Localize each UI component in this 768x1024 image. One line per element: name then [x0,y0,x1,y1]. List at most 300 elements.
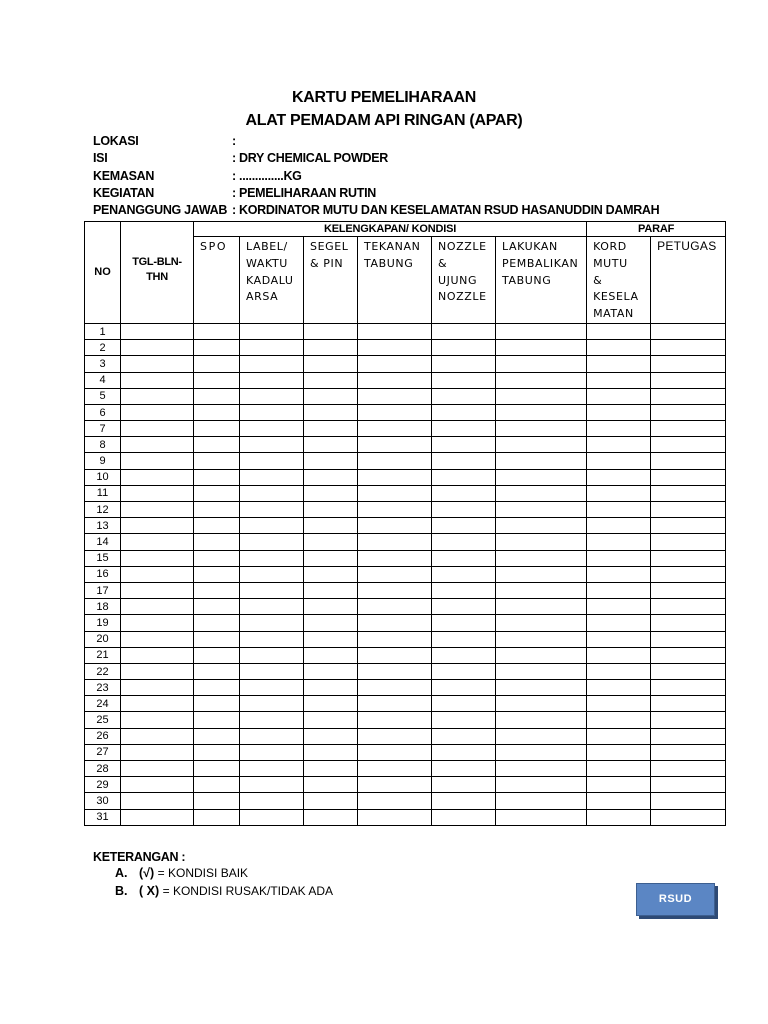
table-cell[interactable] [651,663,726,679]
table-cell[interactable] [194,793,240,809]
table-cell[interactable] [651,793,726,809]
table-cell[interactable] [432,323,496,339]
row-number: 31 [85,809,121,825]
row-number: 29 [85,777,121,793]
table-cell[interactable] [587,518,651,534]
table-cell[interactable] [651,502,726,518]
table-cell[interactable] [496,502,587,518]
table-cell[interactable] [194,388,240,404]
table-cell[interactable] [194,761,240,777]
table-cell[interactable] [432,712,496,728]
table-cell[interactable] [587,728,651,744]
table-cell[interactable] [121,550,194,566]
table-cell[interactable] [432,453,496,469]
table-cell[interactable] [496,712,587,728]
table-cell[interactable] [496,453,587,469]
table-cell[interactable] [121,453,194,469]
table-cell[interactable] [240,582,304,598]
table-cell[interactable] [587,615,651,631]
table-cell[interactable] [194,323,240,339]
table-cell[interactable] [304,404,358,420]
table-cell[interactable] [432,647,496,663]
table-cell[interactable] [194,599,240,615]
table-cell[interactable] [194,728,240,744]
table-cell[interactable] [358,550,432,566]
table-cell[interactable] [587,777,651,793]
table-cell[interactable] [304,388,358,404]
table-cell[interactable] [240,615,304,631]
table-cell[interactable] [358,372,432,388]
table-cell[interactable] [496,582,587,598]
table-cell[interactable] [194,744,240,760]
table-cell[interactable] [358,502,432,518]
table-cell[interactable] [587,340,651,356]
table-cell[interactable] [587,372,651,388]
table-cell[interactable] [194,502,240,518]
table-cell[interactable] [304,631,358,647]
table-cell[interactable] [432,502,496,518]
table-cell[interactable] [587,712,651,728]
table-cell[interactable] [587,647,651,663]
table-cell[interactable] [651,631,726,647]
table-cell[interactable] [121,680,194,696]
table-cell[interactable] [651,599,726,615]
table-cell[interactable] [194,566,240,582]
table-cell[interactable] [432,566,496,582]
table-cell[interactable] [358,599,432,615]
table-cell[interactable] [240,534,304,550]
table-cell[interactable] [432,437,496,453]
table-cell[interactable] [587,502,651,518]
table-cell[interactable] [358,404,432,420]
row-number: 1 [85,323,121,339]
table-cell[interactable] [240,502,304,518]
table-cell[interactable] [432,728,496,744]
table-cell[interactable] [121,356,194,372]
table-cell[interactable] [194,696,240,712]
table-cell[interactable] [496,696,587,712]
table-cell[interactable] [496,518,587,534]
table-cell[interactable] [496,421,587,437]
table-cell[interactable] [121,518,194,534]
table-cell[interactable] [194,404,240,420]
table-cell[interactable] [358,421,432,437]
table-cell[interactable] [240,809,304,825]
table-cell[interactable] [304,340,358,356]
table-cell[interactable] [304,647,358,663]
table-cell[interactable] [121,777,194,793]
table-cell[interactable] [496,372,587,388]
table-cell[interactable] [587,793,651,809]
table-cell[interactable] [194,631,240,647]
table-cell[interactable] [496,680,587,696]
table-cell[interactable] [304,323,358,339]
table-cell[interactable] [194,777,240,793]
table-cell[interactable] [240,421,304,437]
table-cell[interactable] [651,680,726,696]
table-cell[interactable] [651,469,726,485]
table-cell[interactable] [194,469,240,485]
table-cell[interactable] [651,421,726,437]
table-cell[interactable] [432,388,496,404]
table-cell[interactable] [496,469,587,485]
table-cell[interactable] [358,696,432,712]
table-cell[interactable] [240,744,304,760]
table-cell[interactable] [194,680,240,696]
table-cell[interactable] [432,777,496,793]
table-cell[interactable] [496,647,587,663]
table-cell[interactable] [432,421,496,437]
table-cell[interactable] [121,744,194,760]
table-cell[interactable] [304,696,358,712]
table-cell[interactable] [240,761,304,777]
table-cell[interactable] [496,534,587,550]
table-cell[interactable] [651,582,726,598]
table-cell[interactable] [587,485,651,501]
table-cell[interactable] [651,340,726,356]
table-cell[interactable] [587,744,651,760]
table-cell[interactable] [432,356,496,372]
table-cell[interactable] [121,340,194,356]
table-cell[interactable] [587,453,651,469]
table-cell[interactable] [304,582,358,598]
table-cell[interactable] [358,728,432,744]
table-cell[interactable] [304,469,358,485]
subheader-line: LAKUKAN [502,240,558,253]
legend-symbol: ( X) = KONDISI RUSAK/TIDAK ADA [139,884,334,898]
table-cell[interactable] [358,340,432,356]
table-cell[interactable] [194,534,240,550]
row-number: 4 [85,372,121,388]
table-cell[interactable] [358,663,432,679]
table-cell[interactable] [496,744,587,760]
table-cell[interactable] [121,485,194,501]
table-cell[interactable] [194,582,240,598]
subheader-pembalikan-tabung [496,237,587,324]
table-cell[interactable] [304,728,358,744]
table-cell[interactable] [651,647,726,663]
subheader-line: KESELA [593,290,639,304]
table-cell[interactable] [358,777,432,793]
table-cell[interactable] [496,615,587,631]
table-cell[interactable] [358,761,432,777]
table-cell[interactable] [304,680,358,696]
table-cell[interactable] [587,631,651,647]
table-cell[interactable] [587,421,651,437]
table-cell[interactable] [496,404,587,420]
table-cell[interactable] [587,550,651,566]
table-cell[interactable] [358,809,432,825]
table-cell[interactable] [496,599,587,615]
table-cell[interactable] [194,372,240,388]
table-cell[interactable] [496,356,587,372]
table-cell[interactable] [304,793,358,809]
table-cell[interactable] [240,566,304,582]
table-cell[interactable] [358,712,432,728]
table-cell[interactable] [304,372,358,388]
table-cell[interactable] [651,453,726,469]
table-cell[interactable] [651,777,726,793]
table-cell[interactable] [304,663,358,679]
table-cell[interactable] [651,712,726,728]
table-cell[interactable] [432,696,496,712]
table-cell[interactable] [240,696,304,712]
table-cell[interactable] [358,744,432,760]
table-cell[interactable] [240,599,304,615]
table-cell[interactable] [194,663,240,679]
table-cell[interactable] [121,712,194,728]
table-row [85,485,726,501]
table-cell[interactable] [304,809,358,825]
table-cell[interactable] [358,518,432,534]
table-cell[interactable] [651,372,726,388]
table-cell[interactable] [304,518,358,534]
table-cell[interactable] [651,404,726,420]
table-cell[interactable] [240,550,304,566]
table-cell[interactable] [240,340,304,356]
table-cell[interactable] [194,809,240,825]
table-cell[interactable] [240,663,304,679]
table-cell[interactable] [304,599,358,615]
table-cell[interactable] [121,469,194,485]
table-cell[interactable] [358,437,432,453]
table-cell[interactable] [194,550,240,566]
table-cell[interactable] [304,615,358,631]
table-cell[interactable] [651,485,726,501]
table-cell[interactable] [304,550,358,566]
table-cell[interactable] [432,680,496,696]
table-cell[interactable] [587,437,651,453]
table-cell[interactable] [651,728,726,744]
table-cell[interactable] [496,550,587,566]
table-cell[interactable] [587,356,651,372]
table-cell[interactable] [651,437,726,453]
table-cell[interactable] [121,582,194,598]
table-cell[interactable] [358,793,432,809]
table-cell[interactable] [432,793,496,809]
table-cell[interactable] [304,761,358,777]
table-cell[interactable] [240,680,304,696]
table-cell[interactable] [432,663,496,679]
table-cell[interactable] [121,388,194,404]
table-cell[interactable] [358,680,432,696]
subheader-line: TABUNG [364,256,414,270]
table-cell[interactable] [651,550,726,566]
table-cell[interactable] [496,793,587,809]
table-cell[interactable] [240,372,304,388]
row-number: 25 [85,712,121,728]
table-cell[interactable] [194,615,240,631]
table-cell[interactable] [587,388,651,404]
table-cell[interactable] [121,631,194,647]
table-cell[interactable] [240,388,304,404]
subheader-segel-pin [304,237,358,324]
table-cell[interactable] [651,744,726,760]
table-cell[interactable] [304,421,358,437]
legend-key: A. [115,866,128,880]
table-cell[interactable] [432,744,496,760]
table-cell[interactable] [587,761,651,777]
table-cell[interactable] [358,453,432,469]
table-cell[interactable] [432,599,496,615]
table-cell[interactable] [304,566,358,582]
table-cell[interactable] [121,404,194,420]
table-cell[interactable] [358,469,432,485]
table-cell[interactable] [587,809,651,825]
table-cell[interactable] [194,453,240,469]
table-cell[interactable] [194,485,240,501]
subheader-line: TABUNG [502,273,552,287]
table-cell[interactable] [240,453,304,469]
table-cell[interactable] [240,323,304,339]
table-cell[interactable] [432,404,496,420]
table-cell[interactable] [304,744,358,760]
table-cell[interactable] [121,728,194,744]
table-cell[interactable] [240,518,304,534]
table-cell[interactable] [496,728,587,744]
table-cell[interactable] [432,340,496,356]
table-cell[interactable] [121,663,194,679]
table-cell[interactable] [358,566,432,582]
table-cell[interactable] [121,761,194,777]
table-cell[interactable] [121,809,194,825]
table-cell[interactable] [432,469,496,485]
table-cell[interactable] [651,356,726,372]
table-cell[interactable] [432,631,496,647]
table-cell[interactable] [496,761,587,777]
table-cell[interactable] [304,777,358,793]
table-cell[interactable] [121,502,194,518]
table-cell[interactable] [121,647,194,663]
table-cell[interactable] [304,534,358,550]
table-cell[interactable] [240,647,304,663]
table-cell[interactable] [496,777,587,793]
table-cell[interactable] [240,728,304,744]
table-cell[interactable] [587,566,651,582]
table-cell[interactable] [358,534,432,550]
table-cell[interactable] [651,388,726,404]
table-cell[interactable] [496,340,587,356]
table-cell[interactable] [651,615,726,631]
table-cell[interactable] [194,356,240,372]
table-cell[interactable] [240,793,304,809]
table-cell[interactable] [240,404,304,420]
table-cell[interactable] [651,323,726,339]
table-cell[interactable] [496,323,587,339]
table-cell[interactable] [496,809,587,825]
table-cell[interactable] [432,809,496,825]
table-row [85,582,726,598]
table-cell[interactable] [304,712,358,728]
table-cell[interactable] [358,323,432,339]
table-cell[interactable] [496,631,587,647]
table-cell[interactable] [496,437,587,453]
table-cell[interactable] [432,534,496,550]
table-cell[interactable] [304,502,358,518]
table-cell[interactable] [358,631,432,647]
table-cell[interactable] [358,582,432,598]
table-cell[interactable] [587,534,651,550]
table-row [85,599,726,615]
table-cell[interactable] [587,599,651,615]
table-cell[interactable] [121,534,194,550]
table-cell[interactable] [121,615,194,631]
table-cell[interactable] [121,599,194,615]
table-cell[interactable] [651,761,726,777]
table-cell[interactable] [304,437,358,453]
legend-key: B. [115,884,128,898]
table-cell[interactable] [194,340,240,356]
table-cell[interactable] [240,631,304,647]
table-cell[interactable] [240,777,304,793]
table-cell[interactable] [240,485,304,501]
table-cell[interactable] [240,712,304,728]
table-cell[interactable] [432,372,496,388]
table-cell[interactable] [587,404,651,420]
table-cell[interactable] [358,388,432,404]
table-cell[interactable] [432,615,496,631]
table-cell[interactable] [121,696,194,712]
table-cell[interactable] [587,680,651,696]
table-cell[interactable] [121,323,194,339]
table-cell[interactable] [358,485,432,501]
table-cell[interactable] [587,323,651,339]
table-cell[interactable] [432,485,496,501]
table-cell[interactable] [194,518,240,534]
table-cell[interactable] [651,696,726,712]
table-cell[interactable] [587,663,651,679]
table-cell[interactable] [304,485,358,501]
table-cell[interactable] [432,761,496,777]
table-cell[interactable] [240,356,304,372]
table-cell[interactable] [651,566,726,582]
table-row [85,502,726,518]
table-cell[interactable] [651,518,726,534]
table-cell[interactable] [358,615,432,631]
table-cell[interactable] [194,437,240,453]
table-cell[interactable] [432,550,496,566]
table-cell[interactable] [651,534,726,550]
table-cell[interactable] [304,356,358,372]
table-cell[interactable] [121,421,194,437]
table-cell[interactable] [496,663,587,679]
table-cell[interactable] [358,356,432,372]
table-cell[interactable] [432,582,496,598]
table-cell[interactable] [587,469,651,485]
table-cell[interactable] [651,809,726,825]
subheader-line: MUTU [593,256,628,270]
table-cell[interactable] [121,372,194,388]
row-number: 8 [85,437,121,453]
table-cell[interactable] [358,647,432,663]
table-cell[interactable] [194,712,240,728]
table-cell[interactable] [194,647,240,663]
table-cell[interactable] [496,485,587,501]
rsud-badge[interactable]: RSUD [636,883,715,916]
table-cell[interactable] [496,388,587,404]
table-cell[interactable] [121,437,194,453]
table-cell[interactable] [587,582,651,598]
table-cell[interactable] [240,469,304,485]
table-cell[interactable] [121,566,194,582]
table-cell[interactable] [587,696,651,712]
table-cell[interactable] [432,518,496,534]
table-cell[interactable] [240,437,304,453]
table-cell[interactable] [304,453,358,469]
table-cell[interactable] [194,421,240,437]
table-cell[interactable] [496,566,587,582]
table-cell[interactable] [121,793,194,809]
